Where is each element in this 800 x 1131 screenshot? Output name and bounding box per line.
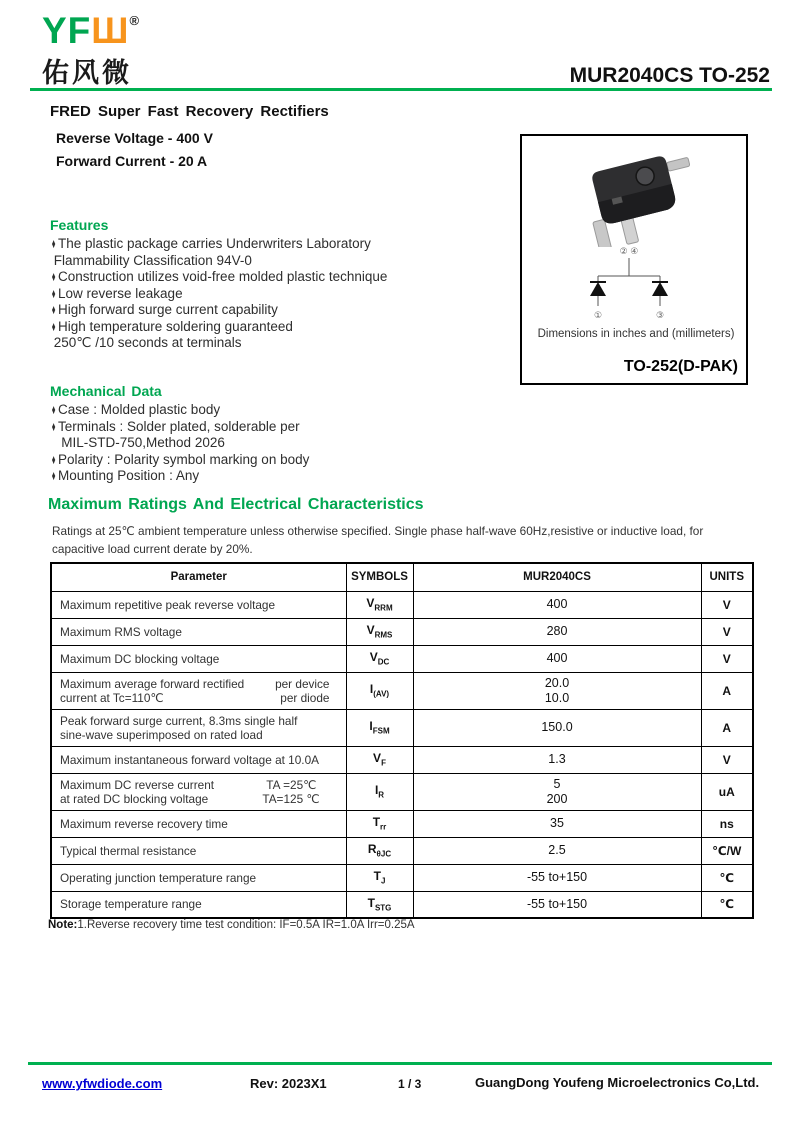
parameter-cell: Maximum instantaneous forward voltage at 10.0A (51, 746, 346, 773)
bullet-icon: ♦ (51, 418, 56, 434)
table-row (51, 837, 753, 864)
parameter-cell: Typical thermal resistance (51, 837, 346, 864)
value-cell: -55 to+150 (413, 891, 701, 918)
value-cell: 400 (413, 591, 701, 618)
list-item-line: ♦ High forward surge current capability (51, 302, 278, 317)
parameter-cell: Maximum average forward rectified per device current at Tc=110℃ per diode (51, 672, 346, 709)
parameter-cell: Maximum repetitive peak reverse voltage (51, 591, 346, 618)
features-heading: Features (50, 217, 109, 233)
symbol-cell: $I_R$ (346, 773, 413, 810)
parameter-cell: Operating junction temperature range (51, 864, 346, 891)
table-row (51, 709, 753, 746)
schematic-pin3-label: ③ (655, 310, 665, 320)
value-cell: 280 (413, 618, 701, 645)
unit-cell: ℃ (701, 891, 753, 918)
footer-page-number: 1 / 3 (398, 1077, 422, 1091)
symbol-cell: $V_{RMS}$ (346, 618, 413, 645)
parameter-cell: Maximum DC blocking voltage (51, 645, 346, 672)
list-item-line: ♦ High temperature soldering guaranteed (51, 318, 293, 334)
schematic-pin1-label: ① (593, 310, 603, 320)
forward-current-line: Forward Current - 20 A (56, 153, 208, 169)
package-info-box (520, 134, 748, 385)
symbol-cell: $T_{rr}$ (346, 810, 413, 837)
diode-schematic (576, 244, 696, 324)
symbol-cell: $R_{\theta JC}$ (346, 837, 413, 864)
parameter-cell: Storage temperature range (51, 891, 346, 918)
table-row (51, 773, 753, 810)
list-item-line: ♦ Construction utilizes void-free molded plastic technique (51, 269, 388, 284)
list-item-line: MIL-STD-750,Method 2026 (53, 435, 225, 450)
value-cell: 5 200 (413, 773, 701, 810)
logo-wordmark (42, 12, 140, 49)
table-row (51, 810, 753, 837)
value-cell: 400 (413, 645, 701, 672)
parameter-cell: Maximum reverse recovery time (51, 810, 346, 837)
spec-table-header-row (51, 563, 753, 591)
unit-cell: ℃ (701, 864, 753, 891)
unit-cell: A (701, 709, 753, 746)
product-family-title: FRED Super Fast Recovery Rectifiers (50, 103, 329, 120)
table-row (51, 891, 753, 918)
package-name: TO-252(D-PAK) (623, 358, 738, 375)
ratings-heading: Maximum Ratings And Electrical Characteristics (48, 496, 424, 513)
value-cell: 150.0 (413, 709, 701, 746)
spec-column-header: Parameter (51, 563, 346, 591)
unit-cell: V (701, 645, 753, 672)
bullet-icon: ♦ (51, 402, 56, 417)
logo-yf-text: YF (42, 10, 92, 51)
mechanical-section (50, 383, 510, 485)
mechanical-list (50, 402, 510, 485)
unit-cell: ns (701, 810, 753, 837)
unit-cell: V (701, 618, 753, 645)
ratings-intro-line2: capacitive load current derate by 20%. (52, 542, 253, 556)
bullet-icon: ♦ (51, 468, 56, 483)
spec-column-header: MUR2040CS (413, 563, 701, 591)
table-row (51, 645, 753, 672)
unit-cell: A (701, 672, 753, 709)
symbol-cell: $I_{FSM}$ (346, 709, 413, 746)
spec-column-header: SYMBOLS (346, 563, 413, 591)
spec-column-header: UNITS (701, 563, 753, 591)
bullet-icon: ♦ (51, 269, 56, 284)
page-title: MUR2040CS TO-252 (569, 64, 770, 87)
parameter-cell: Maximum DC reverse current TA =25℃ at rated DC blocking voltage TA=125 ℃ (51, 773, 346, 810)
features-section (50, 217, 510, 352)
package-3d-image (570, 152, 710, 247)
bullet-icon: ♦ (51, 318, 56, 334)
unit-cell: ℃/W (701, 837, 753, 864)
symbol-cell: $I_{(AV)}$ (346, 672, 413, 709)
note-label: Note: (48, 919, 78, 931)
note-text: 1.Reverse recovery time test condition: IF=0.5A IR=1.0A Irr=0.25A (77, 919, 415, 931)
list-item-line: ♦ The plastic package carries Underwriters Laboratory (51, 236, 371, 251)
logo-w-glyph: Ш (91, 10, 130, 51)
bullet-icon: ♦ (51, 302, 56, 317)
reverse-voltage-line: Reverse Voltage - 400 V (56, 130, 213, 146)
registered-trademark-icon: ® (129, 13, 141, 28)
footer-revision: Rev: 2023X1 (250, 1076, 327, 1091)
value-cell: 20.0 10.0 (413, 672, 701, 709)
ratings-intro-line1: Ratings at 25℃ ambient temperature unless otherwise specified. Single phase half-wave 60Hz,resistive or inductive load, for (52, 524, 704, 538)
symbol-cell: $T_J$ (346, 864, 413, 891)
list-item-line: ♦ Low reverse leakage (51, 285, 183, 301)
bullet-icon: ♦ (51, 285, 56, 301)
symbol-cell: $V_{DC}$ (346, 645, 413, 672)
footer-company-name: GuangDong Youfeng Microelectronics Co,Ltd. (475, 1075, 760, 1090)
footer-website-link[interactable]: www.yfwdiode.com (42, 1076, 163, 1091)
list-item-line: ♦ Mounting Position : Any (51, 468, 200, 483)
dimensions-caption: Dimensions in inches and (millimeters) (537, 328, 735, 340)
list-item-line: ♦ Case : Molded plastic body (51, 402, 221, 417)
list-item-line: 250℃ /10 seconds at terminals (53, 335, 242, 350)
footer-rule (28, 1062, 772, 1065)
unit-cell: uA (701, 773, 753, 810)
table-row (51, 864, 753, 891)
table-row (51, 672, 753, 709)
value-cell: 1.3 (413, 746, 701, 773)
spec-table (50, 562, 754, 919)
header-rule (30, 88, 772, 91)
list-item-line: ♦ Polarity : Polarity symbol marking on body (51, 451, 310, 467)
list-item-line: ♦ Terminals : Solder plated, solderable per (51, 418, 300, 434)
schematic-top-pins-label: ② ④ (619, 246, 639, 256)
list-item-line: Flammability Classification 94V-0 (53, 252, 252, 268)
bullet-icon: ♦ (51, 236, 56, 251)
symbol-cell: $V_{RRM}$ (346, 591, 413, 618)
symbol-cell: $V_F$ (346, 746, 413, 773)
logo-chinese-name: 佑风微 (42, 58, 132, 88)
mechanical-heading: Mechanical Data (50, 383, 162, 399)
bullet-icon: ♦ (51, 451, 56, 467)
company-logo (42, 12, 140, 90)
table-note (48, 919, 415, 931)
table-row (51, 591, 753, 618)
parameter-cell: Maximum RMS voltage (51, 618, 346, 645)
unit-cell: V (701, 591, 753, 618)
ratings-intro (52, 524, 762, 557)
table-row (51, 618, 753, 645)
features-list (50, 236, 510, 352)
unit-cell: V (701, 746, 753, 773)
value-cell: 35 (413, 810, 701, 837)
value-cell: 2.5 (413, 837, 701, 864)
parameter-cell: Peak forward surge current, 8.3ms single half sine-wave superimposed on rated load (51, 709, 346, 746)
symbol-cell: $T_{STG}$ (346, 891, 413, 918)
value-cell: -55 to+150 (413, 864, 701, 891)
table-row (51, 746, 753, 773)
